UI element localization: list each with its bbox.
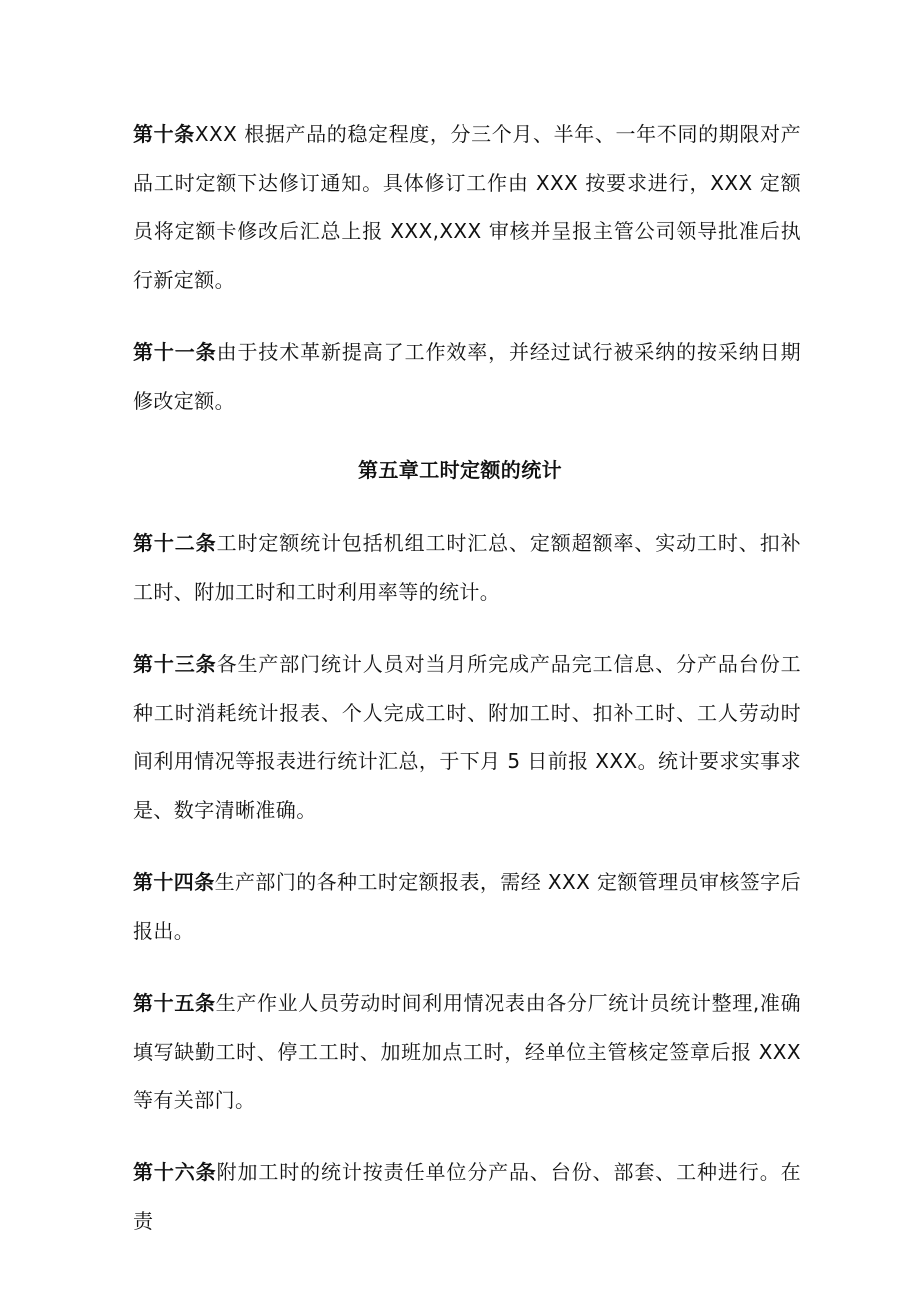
article-10	[133, 110, 801, 304]
article-13	[133, 640, 801, 834]
article-text: 工时定额统计包括机组工时汇总、定额超额率、实动工时、扣补工时、附加工时和工时利用率等的统计。	[133, 531, 801, 604]
article-14	[133, 858, 801, 955]
article-text: 由于技术革新提高了工作效率，并经过试行被采纳的按采纳日期修改定额。	[133, 340, 801, 413]
article-label: 第十条	[133, 122, 195, 146]
article-label: 第十二条	[133, 531, 217, 555]
article-text: 各生产部门统计人员对当月所完成产品完工信息、分产品台份工种工时消耗统计报表、个人完成工时、附加工时、扣补工时、工人劳动时间利用情况等报表进行统计汇总，于下月 5 日前报 XXX。统计要求实事求是、数字清晰准确。	[133, 652, 801, 822]
article-12	[133, 519, 801, 616]
article-15	[133, 979, 801, 1125]
article-16	[133, 1148, 801, 1245]
article-text: 附加工时的统计按责任单位分产品、台份、部套、工种进行。在责	[133, 1160, 801, 1233]
article-text: 生产作业人员劳动时间利用情况表由各分厂统计员统计整理,准确填写缺勤工时、停工工时、加班加点工时，经单位主管核定签章后报 XXX 等有关部门。	[133, 991, 801, 1112]
article-label: 第十三条	[133, 652, 217, 676]
article-text: XXX 根据产品的稳定程度，分三个月、半年、一年不同的期限对产品工时定额下达修订通知。具体修订工作由 XXX 按要求进行，XXX 定额员将定额卡修改后汇总上报 XXX,XXX 审核并呈报主管公司领导批准后执行新定额。	[133, 122, 801, 292]
article-11	[133, 328, 801, 425]
chapter-heading: 第五章工时定额的统计	[358, 458, 562, 482]
article-text: 生产部门的各种工时定额报表，需经 XXX 定额管理员审核签字后报出。	[133, 870, 801, 943]
article-label: 第十五条	[133, 991, 216, 1015]
article-label: 第十四条	[133, 870, 215, 894]
article-label: 第十六条	[133, 1160, 217, 1184]
article-label: 第十一条	[133, 340, 217, 364]
